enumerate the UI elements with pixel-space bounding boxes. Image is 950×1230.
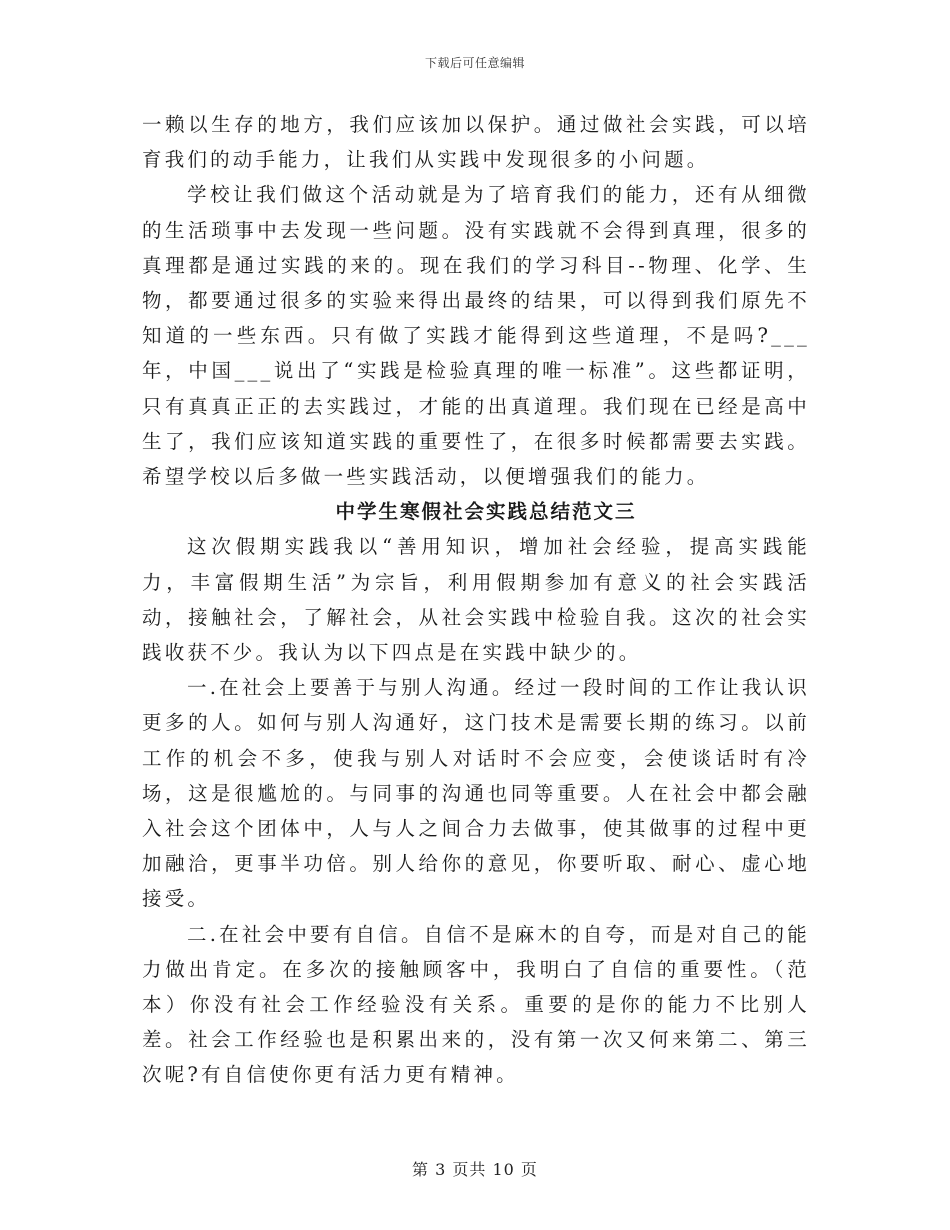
paragraph-intro: 这次假期实践我以“善用知识，增加社会经验，提高实践能力，丰富假期生活”为宗旨，利用假期参加有意义的社会实践活动，接触社会，了解社会，从社会实践中检验自我。这次的社会实践收获不少。我认为以下四点是在实践中缺少的。 (142, 535, 810, 665)
section-title: 中学生寒假社会实践总结范文三 (335, 500, 637, 524)
paragraph-point-two: 二.在社会中要有自信。自信不是麻木的自夸，而是对自己的能力做出肯定。在多次的接触顾客中，我明白了自信的重要性。（范本）你没有社会工作经验没有关系。重要的是你的能力不比别人差。社会工作经验也是积累出来的，没有第一次又何来第二、第三次呢?有自信使你更有活力更有精神。 (142, 922, 810, 1087)
paragraph-continued: 一赖以生存的地方，我们应该加以保护。通过做社会实践，可以培育我们的动手能力，让我们从实践中发现很多的小问题。 (142, 113, 810, 172)
page-header: 下载后可任意编辑 (424, 56, 525, 70)
paragraph-school-activity: 学校让我们做这个活动就是为了培育我们的能力，还有从细微的生活琐事中去发现一些问题。没有实践就不会得到真理，很多的真理都是通过实践的来的。现在我们的学习科目--物理、化学、生物，都要通过很多的实验来得出最终的结果，可以得到我们原先不知道的一些东西。只有做了实践才能得到这些道理，不是吗?___年，中国___说出了“实践是检验真理的唯一标准”。这些都证明，只有真真正正的去实践过，才能的出真道理。我们现在已经是高中生了，我们应该知道实践的重要性了，在很多时候都需要去实践。希望学校以后多做一些实践活动，以便增强我们的能力。 (142, 183, 810, 489)
page-footer: 第 3 页共 10 页 (412, 1160, 538, 1179)
paragraph-point-one: 一.在社会上要善于与别人沟通。经过一段时间的工作让我认识更多的人。如何与别人沟通好，这门技术是需要长期的练习。以前工作的机会不多，使我与别人对话时不会应变，会使谈话时有冷场，这是很尴尬的。与同事的沟通也同等重要。人在社会中都会融入社会这个团体中，人与人之间合力去做事，使其做事的过程中更加融洽，更事半功倍。别人给你的意见，你要听取、耐心、虚心地接受。 (142, 676, 810, 911)
document-body (142, 107, 810, 1093)
